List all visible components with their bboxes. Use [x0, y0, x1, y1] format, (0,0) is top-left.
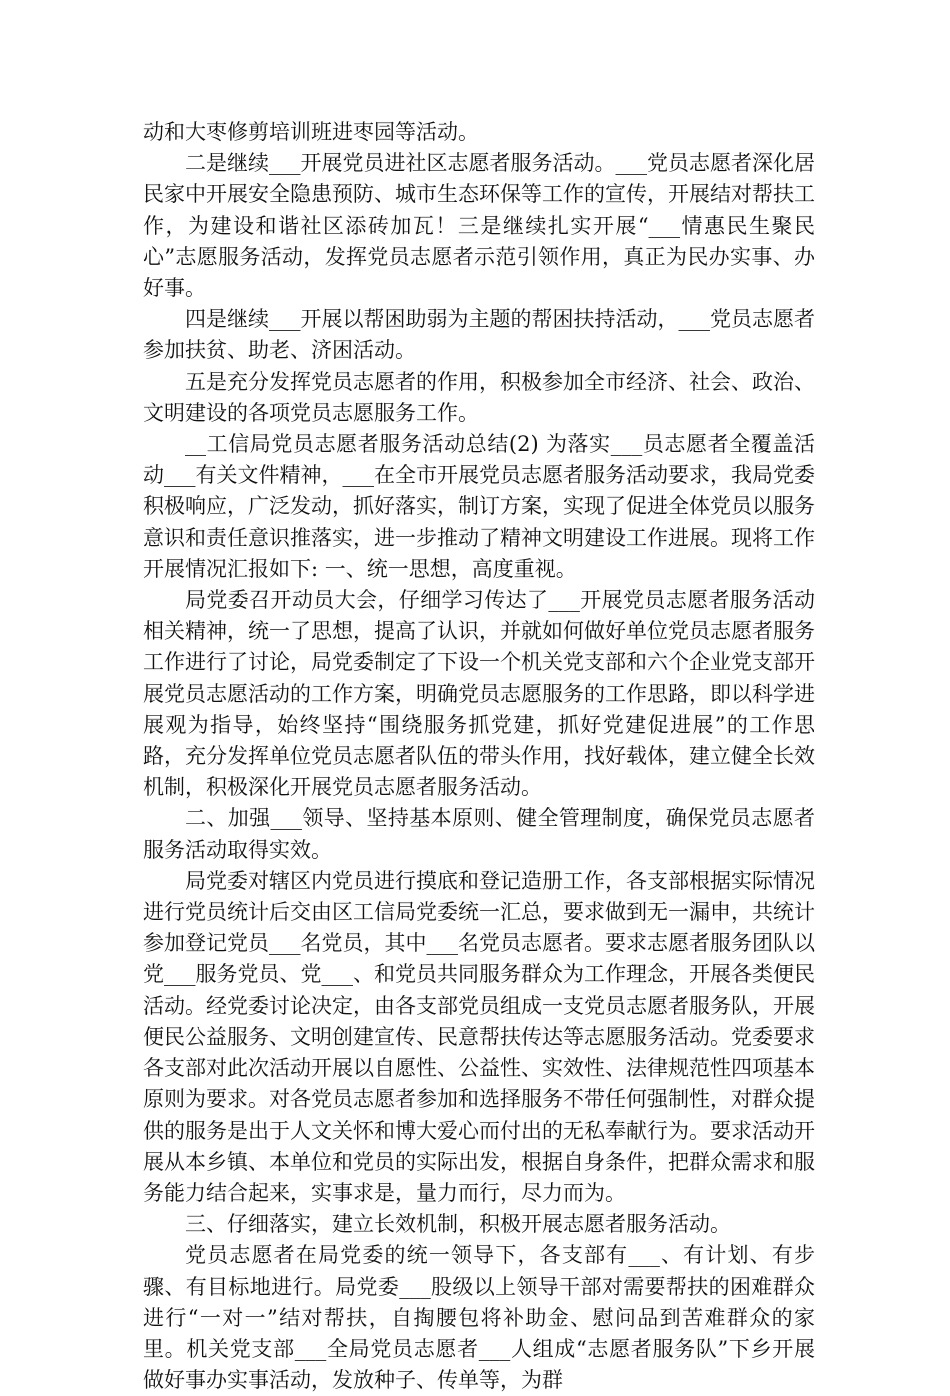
paragraph-continuation: 动和大枣修剪培训班进枣园等活动。	[143, 120, 479, 144]
paragraph-mobilization-meeting: 局党委召开动员大会，仔细学习传达了___开展党员志愿者服务活动相关精神，统一了思想，提高了认识，并就如何做好单位党员志愿者服务工作进行了讨论，局党委制定了下设一个机关党支部和六个企业党支部开展党员志愿活动的工作方案，明确党员志愿服务的工作思路，即以科学进展观为指导，始终坚持“围绕服务抓党建，抓好党建促进展”的工作思路，充分发挥单位党员志愿者队伍的带头作用，找好载体，建立健全长效机制，积极深化开展党员志愿者服务活动。	[143, 588, 815, 800]
paragraph-registration: 局党委对辖区内党员进行摸底和登记造册工作，各支部根据实际情况进行党员统计后交由区工信局党委统一汇总，要求做到无一漏申，共统计参加登记党员___名党员，其中___名党员志愿者。要求志愿者服务团队以党___服务党员、党___、和党员共同服务群众为工作理念，开展各类便民活动。经党委讨论决定，由各支部党员组成一支党员志愿者服务队，开展便民公益服务、文明创建宣传、民意帮扶传达等志愿服务活动。党委要求各支部对此次活动开展以自愿性、公益性、实效性、法律规范性四项基本原则为要求。对各党员志愿者参加和选择服务不带任何强制性，对群众提供的服务是出于人文关怀和博大爱心而付出的无私奉献行为。要求活动开展从本乡镇、本单位和党员的实际出发，根据自身条件，把群众需求和服务能力结合起来，实事求是，量力而行，尽力而为。	[143, 868, 815, 1205]
paragraph-volunteer-role: 五是充分发挥党员志愿者的作用，积极参加全市经济、社会、政治、文明建设的各项党员志愿服务工作。	[143, 369, 815, 425]
paragraph-section-two-heading: 二、加强___领导、坚持基本原则、健全管理制度，确保党员志愿者服务活动取得实效。	[143, 806, 815, 862]
paragraph-implementation: 党员志愿者在局党委的统一领导下，各支部有___、有计划、有步骤、有目标地进行。局党委___股级以上领导干部对需要帮扶的困难群众进行“一对一”结对帮扶，自掏腰包将补助金、慰问品到苦难群众的家里。机关党支部___全局党员志愿者___人组成“志愿者服务队”下乡开展做好事办实事活动，发放种子、传单等，为群	[143, 1243, 815, 1393]
document-body	[143, 117, 815, 1396]
paragraph-community-volunteer: 二是继续___开展党员进社区志愿者服务活动。___党员志愿者深化居民家中开展安全隐患预防、城市生态环保等工作的宣传，开展结对帮扶工作，为建设和谐社区添砖加瓦！三是继续扎实开展“___情惠民生聚民心”志愿服务活动，发挥党员志愿者示范引领作用，真正为民办实事、办好事。	[143, 151, 815, 301]
paragraph-poverty-assistance: 四是继续___开展以帮困助弱为主题的帮困扶持活动，___党员志愿者参加扶贫、助老、济困活动。	[143, 307, 815, 363]
paragraph-section-three-heading: 三、仔细落实，建立长效机制，积极开展志愿者服务活动。	[185, 1212, 731, 1237]
paragraph-summary-intro: __工信局党员志愿者服务活动总结(2) 为落实___员志愿者全覆盖活动___有关文件精神，___在全市开展党员志愿者服务活动要求，我局党委积极响应，广泛发动，抓好落实，制订方案，实现了促进全体党员以服务意识和责任意识推落实，进一步推动了精神文明建设工作进展。现将工作开展情况汇报如下: 一、统一思想，高度重视。	[143, 432, 815, 581]
